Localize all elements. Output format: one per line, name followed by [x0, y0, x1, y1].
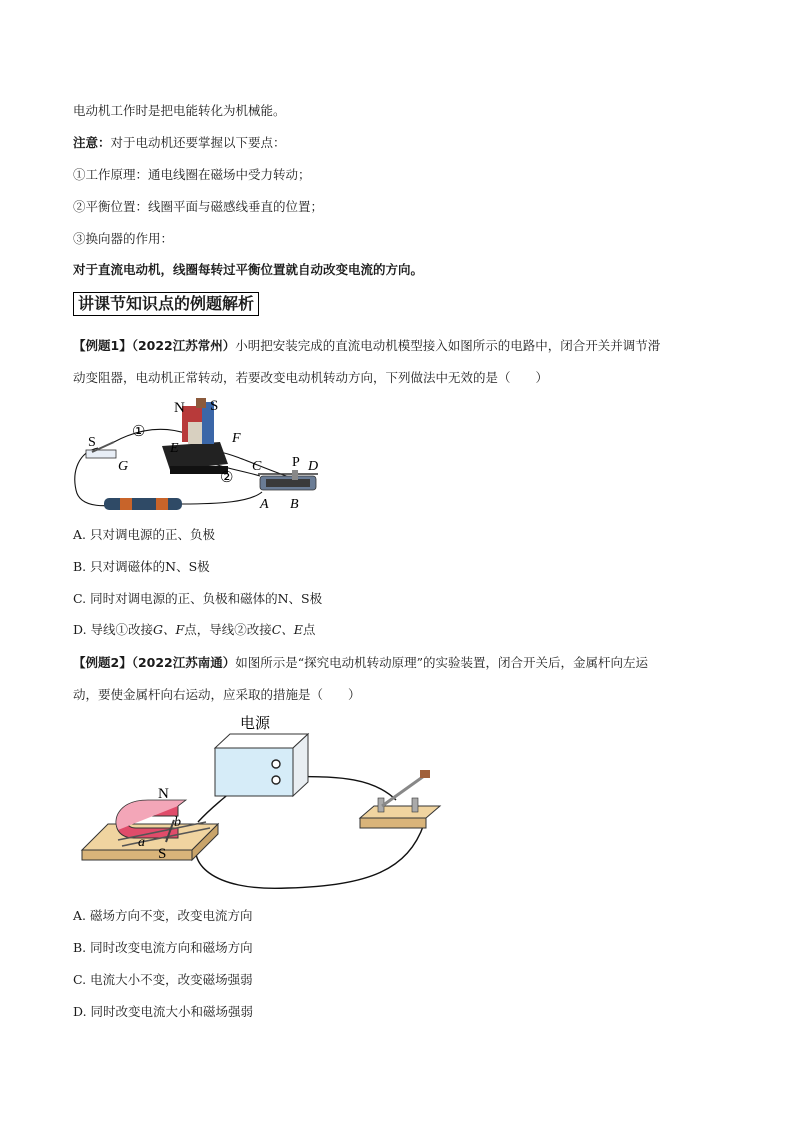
fig1-label-G: G [118, 459, 129, 474]
ex1-stem-1 [73, 338, 660, 354]
note-line [73, 135, 286, 151]
fig1-label-C: C [252, 459, 262, 474]
fig1-label-switch-S: S [88, 435, 96, 450]
fig2-label-N: N [158, 786, 169, 802]
fig1-label-D: D [308, 459, 319, 474]
ex1-text-1: 小明把安装完成的直流电动机模型接入如图所示的电路中，闭合开关并调节滑 [235, 338, 661, 353]
ex1-stem-2: 动变阻器，电动机正常转动，若要改变电动机转动方向，下列做法中无效的是（ ） [73, 370, 549, 385]
fig1-label-P: P [292, 455, 300, 470]
ex1-option-c[interactable]: C. 同时对调电源的正、负极和磁体的N、S极 [73, 591, 323, 606]
ex2-option-b[interactable]: B. 同时改变电流方向和磁场方向 [73, 940, 253, 955]
ex2-option-a[interactable]: A. 磁场方向不变，改变电流方向 [73, 908, 253, 923]
ex2-option-d[interactable]: D. 同时改变电流大小和磁场强弱 [73, 1004, 254, 1019]
fig2-label-b: b [174, 815, 181, 830]
ex1-optd-gf: G、F [153, 622, 185, 637]
ex1-optd-pre: D. 导线①改接 [73, 622, 154, 637]
ex1-optd-ce: C、E [271, 622, 303, 637]
fig1-label-S: S [210, 398, 219, 414]
point-1: ①工作原理：通电线圈在磁场中受力转动； [73, 167, 311, 182]
ex2-stem-2: 动，要使金属杆向右运动，应采取的措施是（ ） [73, 687, 361, 702]
ex1-option-b[interactable]: B. 只对调磁体的N、S极 [73, 559, 210, 574]
ex1-optd-post: 点 [302, 622, 316, 637]
fig2-label-a: a [138, 835, 145, 850]
ex1-option-d[interactable] [73, 622, 315, 638]
fig1-label-E: E [170, 441, 179, 456]
fig1-label-B: B [290, 497, 299, 512]
point-2: ②平衡位置：线圈平面与磁感线垂直的位置； [73, 199, 324, 214]
ex2-stem-1 [73, 655, 648, 671]
ex1-tag: 【例题1】 [73, 338, 132, 353]
fig2-power-label: 电源 [240, 716, 271, 732]
note-text: 对于电动机还要掌握以下要点： [110, 135, 286, 150]
ex1-source: （2022江苏常州） [131, 338, 236, 353]
ex2-text-1: 如图所示是“探究电动机转动原理”的实验装置，闭合开关后，金属杆向左运 [235, 655, 649, 670]
intro-line-1: 电动机工作时是把电能转化为机械能。 [73, 103, 286, 118]
point-3: ③换向器的作用： [73, 231, 174, 246]
point-4: 对于直流电动机，线圈每转过平衡位置就自动改变电流的方向。 [73, 262, 424, 277]
ex1-optd-mid: 点，导线②改接 [184, 622, 272, 637]
fig2-label-S: S [158, 846, 167, 862]
note-label: 注意： [73, 135, 111, 150]
ex1-option-a[interactable]: A. 只对调电源的正、负极 [73, 527, 215, 542]
fig1-label-N: N [174, 400, 185, 416]
ex2-experiment-figure [78, 710, 448, 895]
fig1-label-wire2: ② [220, 470, 234, 486]
section-title: 讲课节知识点的例题解析 [73, 292, 259, 316]
fig1-label-F: F [232, 431, 241, 446]
fig1-label-A: A [260, 497, 269, 512]
ex2-source: （2022江苏南通） [131, 655, 236, 670]
ex2-option-c[interactable]: C. 电流大小不变，改变磁场强弱 [73, 972, 253, 987]
ex1-motor-circuit-figure [70, 392, 332, 514]
ex2-tag: 【例题2】 [73, 655, 132, 670]
fig1-label-wire1: ① [132, 424, 146, 440]
